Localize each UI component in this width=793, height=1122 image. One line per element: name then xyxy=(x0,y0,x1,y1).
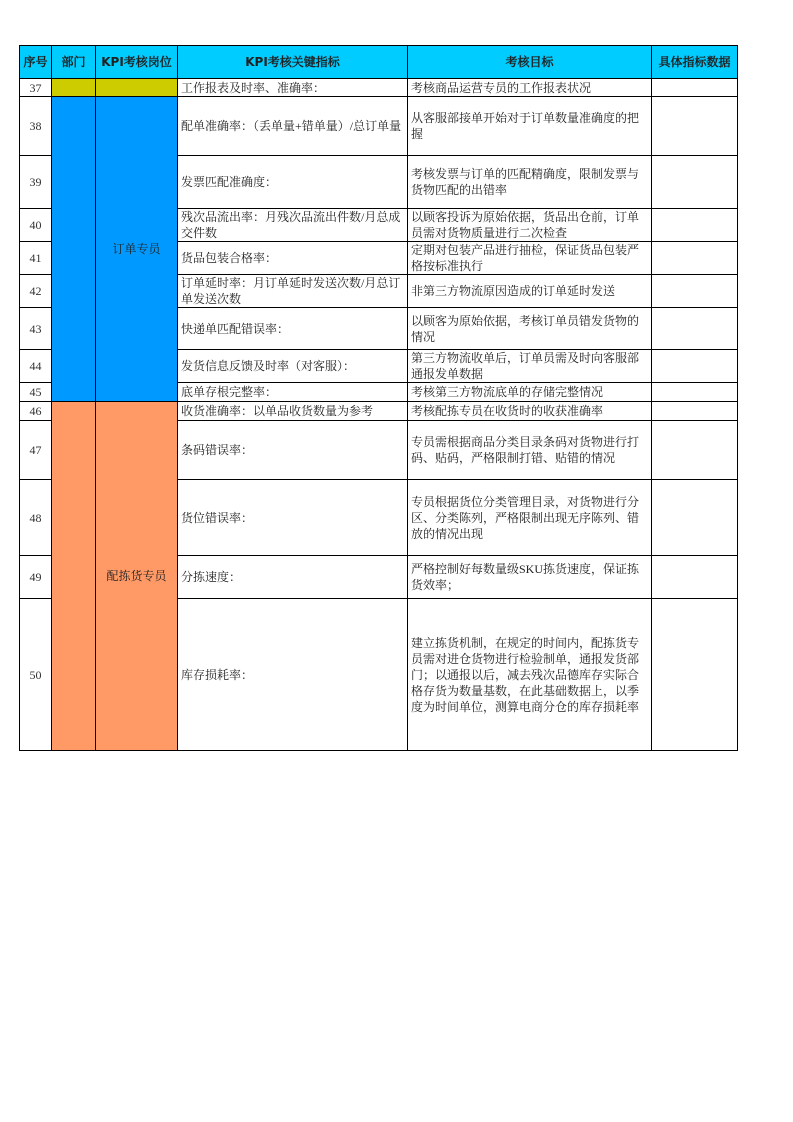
department-cell xyxy=(52,97,96,402)
target-cell: 非第三方物流原因造成的订单延时发送 xyxy=(408,275,652,308)
row-number: 45 xyxy=(20,383,52,402)
row-number: 39 xyxy=(20,156,52,209)
row-number: 44 xyxy=(20,350,52,383)
row-number: 49 xyxy=(20,556,52,599)
indicator-cell: 订单延时率：月订单延时发送次数/月总订单发送次数 xyxy=(178,275,408,308)
indicator-cell: 货位错误率： xyxy=(178,480,408,556)
header-data: 具体指标数据 xyxy=(652,46,738,79)
data-cell[interactable] xyxy=(652,308,738,350)
target-cell: 专员需根据商品分类目录条码对货物进行打码、贴码，严格限制打错、贴错的情况 xyxy=(408,421,652,480)
indicator-cell: 货品包装合格率： xyxy=(178,242,408,275)
position-cell: 订单专员 xyxy=(96,97,178,402)
data-cell[interactable] xyxy=(652,209,738,242)
data-cell[interactable] xyxy=(652,97,738,156)
table-row xyxy=(20,97,738,156)
target-cell: 以顾客投诉为原始依据，货品出仓前，订单员需对货物质量进行二次检查 xyxy=(408,209,652,242)
row-number: 37 xyxy=(20,79,52,97)
target-cell: 专员根据货位分类管理目录，对货物进行分区、分类陈列，严格限制出现无序陈列、错放的情况出现 xyxy=(408,480,652,556)
department-cell xyxy=(52,402,96,751)
row-number: 46 xyxy=(20,402,52,421)
header-row xyxy=(20,46,738,79)
row-number: 50 xyxy=(20,599,52,751)
data-cell[interactable] xyxy=(652,599,738,751)
header-no: 序号 xyxy=(20,46,52,79)
row-number: 48 xyxy=(20,480,52,556)
target-cell: 严格控制好每数量级SKU拣货速度，保证拣货效率； xyxy=(408,556,652,599)
target-cell: 考核配拣专员在收货时的收获准确率 xyxy=(408,402,652,421)
position-cell xyxy=(96,79,178,97)
indicator-cell: 发货信息反馈及时率（对客服）： xyxy=(178,350,408,383)
kpi-table xyxy=(19,45,738,751)
data-cell[interactable] xyxy=(652,480,738,556)
target-cell: 从客服部接单开始对于订单数量准确度的把握 xyxy=(408,97,652,156)
data-cell[interactable] xyxy=(652,156,738,209)
header-position: KPI考核岗位 xyxy=(96,46,178,79)
header-indicator: KPI考核关键指标 xyxy=(178,46,408,79)
position-cell: 配拣货专员 xyxy=(96,402,178,751)
data-cell[interactable] xyxy=(652,79,738,97)
data-cell[interactable] xyxy=(652,383,738,402)
header-department: 部门 xyxy=(52,46,96,79)
indicator-cell: 库存损耗率： xyxy=(178,599,408,751)
row-number: 41 xyxy=(20,242,52,275)
header-target: 考核目标 xyxy=(408,46,652,79)
row-number: 43 xyxy=(20,308,52,350)
data-cell[interactable] xyxy=(652,350,738,383)
indicator-cell: 配单准确率：（丢单量+错单量）/总订单量 xyxy=(178,97,408,156)
row-number: 38 xyxy=(20,97,52,156)
row-number: 42 xyxy=(20,275,52,308)
row-number: 47 xyxy=(20,421,52,480)
target-cell: 定期对包装产品进行抽检，保证货品包装严格按标准执行 xyxy=(408,242,652,275)
target-cell: 考核商品运营专员的工作报表状况 xyxy=(408,79,652,97)
indicator-cell: 发票匹配准确度： xyxy=(178,156,408,209)
target-cell: 考核发票与订单的匹配精确度，限制发票与货物匹配的出错率 xyxy=(408,156,652,209)
indicator-cell: 底单存根完整率： xyxy=(178,383,408,402)
row-number: 40 xyxy=(20,209,52,242)
indicator-cell: 收货准确率：以单品收货数量为参考 xyxy=(178,402,408,421)
indicator-cell: 快递单匹配错误率： xyxy=(178,308,408,350)
table-row xyxy=(20,402,738,421)
target-cell: 第三方物流收单后，订单员需及时向客服部通报发单数据 xyxy=(408,350,652,383)
target-cell: 以顾客为原始依据，考核订单员错发货物的情况 xyxy=(408,308,652,350)
data-cell[interactable] xyxy=(652,421,738,480)
data-cell[interactable] xyxy=(652,402,738,421)
target-cell: 考核第三方物流底单的存储完整情况 xyxy=(408,383,652,402)
indicator-cell: 工作报表及时率、准确率： xyxy=(178,79,408,97)
indicator-cell: 残次品流出率：月残次品流出件数/月总成交件数 xyxy=(178,209,408,242)
data-cell[interactable] xyxy=(652,275,738,308)
department-cell xyxy=(52,79,96,97)
data-cell[interactable] xyxy=(652,556,738,599)
target-cell: 建立拣货机制，在规定的时间内，配拣货专员需对进仓货物进行检验制单，通报发货部门；以通报以后，减去残次品德库存实际合格存货为数量基数，在此基础数据上，以季度为时间单位，测算电商分仓的库存损耗率 xyxy=(408,599,652,751)
indicator-cell: 条码错误率： xyxy=(178,421,408,480)
data-cell[interactable] xyxy=(652,242,738,275)
table-row xyxy=(20,79,738,97)
indicator-cell: 分拣速度： xyxy=(178,556,408,599)
